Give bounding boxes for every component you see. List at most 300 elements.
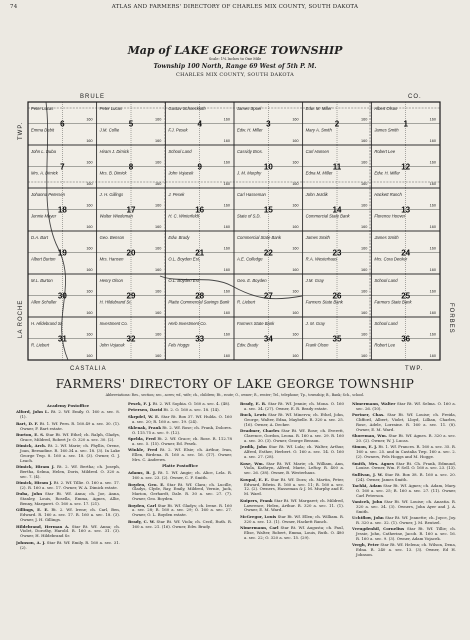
parcel-acreage: 160 bbox=[154, 289, 162, 294]
parcel-owner: Mrs. Hansen bbox=[99, 256, 124, 262]
parcel-owner: Johanna Petersen bbox=[31, 192, 65, 197]
entry-name: Buck, Lewis bbox=[240, 412, 267, 418]
parcel-owner: Gustav Schneckloth bbox=[168, 106, 206, 111]
parcel-owner: John Jezdik bbox=[305, 192, 328, 197]
section-number: 17 bbox=[126, 205, 136, 215]
parcel-owner: Mrs. Cora Decker bbox=[374, 256, 408, 262]
parcel-owner: Mrs. B. Dimick bbox=[99, 170, 127, 176]
parcel-acreage: 160 bbox=[429, 160, 436, 165]
parcel-acreage: 160 bbox=[429, 311, 436, 315]
parcel-acreage: 160 bbox=[292, 246, 299, 251]
entry-details: Star Rt. Box 37. Wf. Hulda. O. 160 a. sec. 20; R. 160 a. sec. 19. (24). bbox=[132, 413, 232, 424]
parcel-owner: School Land bbox=[374, 321, 398, 326]
parcel-acreage: 160 bbox=[292, 117, 299, 122]
entry-name: Boyden, Carl bbox=[128, 502, 157, 508]
postoffice-heading: Platte Postoffice bbox=[162, 463, 198, 469]
entry-details: Rt. 2. Wf. Elsie; ch. Arthur, Ivan, Ellen, Birdena. R. 160 a. sec. 16. (17). Owner, Mrs. C. Andrews. bbox=[132, 447, 232, 463]
parcel-owner: Edw. H. Miller bbox=[237, 127, 263, 133]
entry-name: Burton, E. S. bbox=[16, 431, 45, 437]
entry-details: Star Rt. Wf. Clara; ch. Lucille, Gladys, Clyde, Ray, Emily, Mildred, Vernie, Jack, Marion, Gerhardt, Dale. R. 30 a. sec. 27. (7). Owner, Geo. Boyden. bbox=[132, 481, 232, 502]
parcel-acreage: 160 bbox=[292, 332, 299, 337]
section-number: 11 bbox=[332, 162, 342, 172]
entry-name: Nimermann, Walter bbox=[352, 402, 396, 406]
entry-details: Star Rt. Wf. Marie; ch. William, Ann, Viola, Kathryn, Alfred, Marie, LeRoy. R. 400 a. sec. 26. (38). Owner, B. Westerhaus. bbox=[244, 460, 344, 476]
section-number: 1 bbox=[403, 119, 408, 129]
directory-entry bbox=[16, 492, 120, 507]
entry-name: Koupal, E. E. bbox=[240, 476, 269, 482]
parcel-acreage: 160 bbox=[86, 117, 93, 122]
directory-entry bbox=[16, 433, 120, 443]
page-number: 74 bbox=[10, 4, 18, 10]
section-number: 27 bbox=[263, 291, 273, 301]
directory-entry bbox=[240, 462, 344, 477]
parcel-acreage: 160 bbox=[429, 139, 436, 143]
parcel-acreage: 160 bbox=[292, 225, 299, 229]
entry-details: Star Rt. Wf. Tillie; ch. Jessie, John, Catherine, Jacob. R. 160 a. sec. 16. R. 160 a. sec. 9. (3). Owner, Adam Vojacek. bbox=[356, 526, 456, 542]
parcel-acreage: 160 bbox=[360, 160, 368, 165]
parcel-acreage: 160 bbox=[429, 354, 436, 358]
section-number: 23 bbox=[332, 248, 342, 258]
section-number: 5 bbox=[128, 119, 134, 129]
parcel-acreage: 160 bbox=[429, 332, 436, 337]
entry-name: Uchtflow, John bbox=[352, 515, 384, 521]
entry-details: Rt. 2. O. 160 a. sec. 18. (14). bbox=[162, 407, 220, 413]
entry-details: Rt. 2. Wf. Tillie. O. 160 a. sec. 17. (2). R. 160 a. sec. 17. Owner, W. A. Dimick estate. bbox=[20, 480, 120, 491]
parcel-owner: State of S.D. bbox=[237, 213, 261, 219]
parcel-acreage: 160 bbox=[223, 139, 230, 143]
parcel-acreage: 160 bbox=[223, 246, 230, 251]
entry-details: Star Rt. Wf. Emily. R. 160 a. sec. 31. (2). bbox=[20, 539, 120, 550]
entry-name: Vergh, Peter bbox=[352, 542, 380, 548]
directory-entry bbox=[352, 527, 456, 542]
parcel-owner: A.E. Colledge bbox=[237, 256, 263, 262]
directory-column-2 bbox=[128, 402, 232, 634]
parcel-owner: Florence Hoover bbox=[374, 213, 406, 219]
directory-entry bbox=[352, 445, 456, 460]
entry-details: Rt. 1. Wf. Pern. R. 160.49 a. sec. 30. (1). Owner, F. Bart estate. bbox=[20, 420, 120, 431]
parcel-acreage: 160 bbox=[86, 160, 93, 165]
parcel-acreage: 160 bbox=[154, 117, 162, 122]
section-number: 20 bbox=[126, 248, 136, 258]
parcel-owner: J.M. Collie bbox=[99, 127, 120, 133]
section-number: 8 bbox=[128, 162, 134, 172]
parcel-owner: Geo. Benson bbox=[99, 235, 125, 240]
section-number: 21 bbox=[195, 248, 205, 258]
parcel-acreage: 160 bbox=[360, 203, 368, 208]
directory-entry bbox=[128, 448, 232, 463]
parcel-owner: Edw. Brady bbox=[237, 342, 259, 348]
parcel-owner: School Land bbox=[168, 149, 192, 154]
entry-details: Rt. 1. Wf. Angie; ch. Alice, Lela. R. 160 a. sec. 23. (2). Owner, C. F. Smith. bbox=[132, 470, 232, 481]
parcel-owner: M.L. Burton bbox=[31, 278, 53, 283]
entry-details: Star Rt. Wf. Margaret; ch. Mildred, Lawrence, Helen, Arthur. R. 320 a. sec. 11. (1). Owner, E. M. Ward. bbox=[244, 497, 344, 513]
entry-details: Star Rt. Wf. Jennie; ch. Mona. O. 160 a. sec. 34. (27). Owner, E. R. Brady estate. bbox=[244, 402, 344, 411]
directory-entry bbox=[128, 408, 232, 413]
parcel-acreage: 160 bbox=[292, 268, 299, 272]
directory-entry bbox=[352, 462, 456, 472]
parcel-owner: Carl Hasseman bbox=[237, 192, 266, 197]
parcel-acreage: 160 bbox=[154, 203, 162, 208]
parcel-acreage: 160 bbox=[86, 139, 93, 143]
directory-entry bbox=[352, 500, 456, 515]
entry-name: Smith, Mrs. Agnes bbox=[352, 460, 394, 466]
parcel-owner: Carl Hansen bbox=[305, 149, 329, 154]
section-number: 25 bbox=[401, 291, 411, 301]
parcel-owner: Henry Olson bbox=[99, 278, 123, 283]
parcel-acreage: 160 bbox=[292, 182, 299, 186]
section-number: 7 bbox=[60, 162, 65, 172]
entry-details: Rt. 2. Wf. Marie; ch. Phyllis, Orene, Joan, Bernadine. R. 160.34 a. sec. 18. (3). In Lake George Twp. 8. 160 a. sec. 18. (3). Owner, G. J. Leach. bbox=[20, 443, 120, 463]
section-number: 15 bbox=[263, 205, 273, 215]
running-head-title: ATLAS AND FARMERS' DIRECTORY OF CHARLES MIX COUNTY, SOUTH DAKOTA bbox=[111, 4, 359, 10]
parcel-owner: F.J. Pesek bbox=[168, 127, 188, 133]
entry-details: Star Rt. Wf. Rose; ch. Everett, Clarence, Gordon, Leona. R. 160 a. sec. 29. R. 160 a. sec. 30. (3). Owner, George Benson. bbox=[244, 428, 344, 444]
parcel-owner: Geo. E. Boyden bbox=[237, 278, 267, 283]
entry-details: Rt. 1. Wf. Frances. R. 160 a. sec. 35. R. 160 a. sec. 25. and in Castalia Twp. 160 a. sec. 2. (2). Owners, Fels Hoggs and M. Hogge. bbox=[356, 444, 456, 460]
parcel-acreage: 160 bbox=[86, 311, 93, 315]
directory-title: FARMERS' DIRECTORY OF LAKE GEORGE TOWNSHIP bbox=[55, 377, 415, 391]
map-title: Map of LAKE GEORGE TOWNSHIP bbox=[127, 44, 343, 57]
parcel-owner: Edw. Brady bbox=[168, 235, 190, 240]
entry-details: Star Rt. Wf. Anna; ch. Violet, Dorothy, Harold. R. 160 a. sec. 31. (3). Owner, H. Hildebrand Sr. bbox=[20, 523, 120, 539]
parcel-owner: Mary A. Smith bbox=[305, 127, 332, 133]
parcel-owner: Hiram J. Dimick bbox=[99, 149, 129, 154]
directory-entry bbox=[240, 429, 344, 444]
directory-entry bbox=[128, 471, 232, 481]
parcel-acreage: 160 bbox=[429, 117, 436, 122]
parcel-owner: Edna M. Miller bbox=[305, 170, 333, 176]
parcel-owner: H. Hildebrand Sr. bbox=[31, 321, 63, 326]
parcel-acreage: 160 bbox=[154, 332, 162, 337]
entry-name: Brady, E. R. bbox=[240, 402, 267, 406]
directory-entry bbox=[16, 422, 120, 432]
directory-entry bbox=[352, 516, 456, 526]
entry-name: Winkle, Fred bbox=[128, 447, 158, 453]
parcel-acreage: 160 bbox=[360, 332, 368, 337]
entry-details: Star Rt. Box 38. R. 160 a. sec. 20. (24). Owner, James Smith. bbox=[356, 471, 456, 482]
directory-entry bbox=[128, 415, 232, 425]
parcel-acreage: 160 bbox=[154, 311, 162, 315]
parcel-owner: Frank Olson bbox=[305, 342, 329, 348]
parcel-acreage: 160 bbox=[154, 246, 162, 251]
parcel-owner: Emma Debit bbox=[31, 127, 55, 133]
parcel-acreage: 160 bbox=[292, 289, 299, 294]
entry-name: Simon, E. J. bbox=[352, 444, 378, 450]
entry-details: Star Rt. Wf. Jeanette; ch. Joyce, Joy. R. 320 a. sec. 32. (1). Owner, J. M. Reutzel. bbox=[356, 515, 456, 526]
entry-details: Star Rt. Wf. Gladys; ch. Irene. R. 160 a. sec. 28; R. 160 a. sec. 29; O. 160 a. sec. 27. Owner, O. L. Boyden estate. bbox=[132, 502, 232, 518]
parcel-acreage: 160 bbox=[360, 268, 368, 272]
section-number: 14 bbox=[332, 205, 342, 215]
entry-details: Rt. 2. Wf. Rose; ch. Frank, Dolores. O. 115.75 a. sec. 9. (12). bbox=[132, 424, 232, 435]
entry-name: Duba, John bbox=[16, 491, 43, 497]
directory-entry bbox=[16, 541, 120, 551]
parcel-owner: James Smith bbox=[374, 127, 399, 133]
parcel-owner: H. Hildebrand Sr. bbox=[99, 299, 132, 305]
parcel-owner: James Smith bbox=[374, 235, 399, 240]
parcel-owner: R. Liebert bbox=[237, 299, 256, 305]
directory-entry bbox=[16, 444, 120, 464]
parcel-owner: Commercial State Bank bbox=[237, 235, 281, 240]
parcel-owner: Edw. M. Miller bbox=[305, 106, 332, 111]
directory-entry bbox=[240, 478, 344, 498]
parcel-owner: Farmers State Bank bbox=[305, 299, 343, 305]
township-map bbox=[10, 88, 460, 376]
parcel-owner: D.A. Bart bbox=[31, 235, 48, 240]
parcel-owner: Albert Burton bbox=[31, 256, 56, 262]
parcel-acreage: 160 bbox=[86, 203, 93, 208]
parcel-acreage: 160 bbox=[86, 225, 93, 229]
border-label-bottom: CASTALIA bbox=[70, 366, 107, 372]
directory-entry bbox=[16, 481, 120, 491]
section-number: 2 bbox=[334, 119, 340, 129]
entry-name: Shoreman, Wm. bbox=[352, 433, 388, 439]
entry-details: Star Rt. Wf. Augusta; ch. Paul, Elise, Walter, Robert, Emma, Louis, Ruth. O. 480 a. sec. 22; O. 320 a. sec. 15. (29). bbox=[244, 524, 344, 540]
parcel-owner: Albert Olson bbox=[374, 106, 398, 111]
entry-name: Dimick, Arch. bbox=[16, 443, 47, 449]
entry-details: Star Rt. Wf. Minerva; ch. Ethel, John, George, Walter, Edna, Maybelle. R. 320 a. sec. 25. (16). Owner, A. Decker. bbox=[244, 412, 344, 428]
directory-entry bbox=[352, 413, 456, 433]
directory-entry bbox=[240, 402, 344, 412]
entry-name: Spelda, Fred bbox=[128, 436, 156, 441]
parcel-owner: Jennie Mayer bbox=[31, 213, 57, 219]
parcel-owner: Edw. H. Miller bbox=[374, 170, 400, 176]
parcel-owner: Mrs. A. Dimick bbox=[31, 170, 58, 176]
parcel-owner: J. H. Gillings bbox=[99, 192, 124, 197]
entry-details: Star Rt. Wf. Lula; ch. Walter, Arthur, Alfred, Esther, Herbert. O. 160 a. sec. 14. O. 160 a. sec. 27. (28). bbox=[244, 444, 344, 460]
directory-entry bbox=[128, 483, 232, 503]
section-number: 29 bbox=[126, 291, 136, 301]
directory-entry bbox=[128, 437, 232, 447]
section-number: 24 bbox=[401, 248, 411, 258]
parcel-owner: J. Pesek bbox=[168, 192, 185, 197]
directory-entry bbox=[16, 508, 120, 523]
parcel-acreage: 160 bbox=[154, 268, 162, 272]
parcel-owner: John L. Duba bbox=[31, 149, 56, 154]
parcel-acreage: 160 bbox=[223, 225, 230, 229]
parcel-owner: Farmers State Bank bbox=[374, 299, 412, 305]
parcel-acreage: 160 bbox=[292, 203, 299, 208]
parcel-owner: Walter Wiedeman bbox=[99, 213, 133, 219]
entry-name: Sklenak, Frank bbox=[128, 424, 162, 430]
section-number: 10 bbox=[263, 162, 273, 172]
parcel-owner: J.M. Gray bbox=[305, 278, 324, 283]
parcel-owner: James Spoel bbox=[237, 106, 262, 111]
parcel-owner: Herb Investment Co. bbox=[168, 321, 207, 326]
parcel-acreage: 160 bbox=[360, 246, 368, 251]
entry-details: Star Rt. Wf. Helena; ch. Wilson, Dena, Edna. R. 240 a. sec. 13. (3). Owner, Ed H. Johnson. bbox=[356, 542, 456, 558]
parcel-acreage: 160 bbox=[292, 354, 299, 358]
entry-details: Star Rt. Ch. Frank, Edmund, Louise. Owner, Wm. F. Sell. O. 160 a. sec. 23. (13). bbox=[356, 460, 456, 471]
entry-name: Vreugdenhil, Cornelius bbox=[352, 526, 405, 532]
entry-name: Hildebrand, Herman A. bbox=[16, 523, 70, 529]
entry-name: Vanicek, John bbox=[352, 499, 383, 505]
border-label-top-right: CO. bbox=[408, 94, 422, 100]
directory-entry bbox=[240, 515, 344, 525]
parcel-acreage: 160 bbox=[86, 332, 93, 337]
parcel-acreage: 160 bbox=[86, 289, 93, 294]
entry-name: Bart, D. F. bbox=[16, 420, 39, 426]
parcel-acreage: 160 bbox=[223, 311, 230, 315]
section-number: 13 bbox=[401, 205, 411, 215]
directory-entry bbox=[240, 445, 344, 460]
parcel-acreage: 160 bbox=[360, 311, 368, 315]
directory-column-4 bbox=[352, 402, 456, 634]
entry-details: Star Rt. Wf. Viola; ch. Cecil, Ruth. R. 160 a. sec. 21. (16). Owner, Edw. Brady. bbox=[132, 518, 232, 529]
parcel-owner: Robert Lee bbox=[374, 149, 396, 154]
section-number: 26 bbox=[332, 291, 342, 301]
entry-name: Pesek, F. J. bbox=[128, 402, 152, 406]
parcel-owner: J. M. Gray bbox=[305, 321, 325, 326]
map-county-line: CHARLES MIX COUNTY, SOUTH DAKOTA bbox=[175, 72, 295, 78]
map-scale-note: Scale: 1¼ Inches to One Mile bbox=[208, 57, 262, 61]
parcel-acreage: 160 bbox=[223, 289, 230, 294]
directory-entry bbox=[240, 413, 344, 428]
parcel-owner: Peter Lucas bbox=[99, 106, 123, 111]
parcel-owner: Farmers State Bank bbox=[237, 321, 275, 326]
section-number: 18 bbox=[57, 205, 67, 215]
entry-name: Dimick, Hiram J. bbox=[16, 464, 55, 470]
section-number: 9 bbox=[197, 162, 202, 172]
parcel-acreage: 160 bbox=[154, 225, 162, 229]
parcel-acreage: 160 bbox=[292, 160, 299, 165]
directory-entry bbox=[128, 426, 232, 436]
parcel-acreage: 160 bbox=[223, 354, 230, 358]
parcel-acreage: 160 bbox=[360, 182, 368, 186]
section-number: 35 bbox=[332, 334, 342, 344]
map-township-line: Township 100 North, Range 69 West of 5th P. M. bbox=[153, 63, 317, 70]
parcel-acreage: 160 bbox=[86, 246, 93, 251]
entry-details: Star Rt. Wf. Ellen; ch. William. R. 320 a. sec. 13. (1). Owner, Hackett Ranch. bbox=[244, 513, 344, 524]
entry-details: Rt. 2. Wf. Irene; ch. Carl, Ben, Edward. R. 160 a. sec. 17. R. 160 a. sec. 18. (3). Owner, J. H. Gillings. bbox=[20, 507, 120, 523]
parcel-acreage: 160 bbox=[429, 203, 436, 208]
entry-details: Star Rt. Wf. Agnes. R. 320 a. sec. 20. (2). Owner, W. J. Lucas. bbox=[356, 433, 456, 444]
parcel-acreage: 160 bbox=[429, 182, 436, 186]
section-number: 22 bbox=[263, 248, 273, 258]
parcel-owner: Peter Lucas bbox=[31, 106, 54, 111]
directory-entry bbox=[128, 402, 232, 407]
parcel-acreage: 160 bbox=[429, 246, 436, 251]
parcel-acreage: 160 bbox=[429, 289, 436, 294]
parcel-acreage: 160 bbox=[154, 139, 162, 143]
parcel-owner: J. M. Murphy bbox=[237, 170, 262, 176]
directory-entry bbox=[352, 402, 456, 412]
entry-details: Rt. 2. Wf. Grace; ch. Rose. R. 112.78 a. sec. 5. (15). Owner, Ed. Pesek. bbox=[132, 436, 232, 446]
border-label-bottom-right: TWP. bbox=[405, 366, 424, 372]
entry-name: Skrpdel, W. E. bbox=[128, 413, 160, 419]
entry-name: Gillings, E. E. bbox=[16, 507, 49, 513]
parcel-acreage: 160 bbox=[223, 182, 230, 186]
parcel-owner: John Vojacek bbox=[168, 170, 194, 176]
directory-column-3 bbox=[240, 402, 344, 634]
entry-name: Petersen, David bbox=[128, 407, 163, 413]
entry-name: Johnson, A. J. bbox=[16, 539, 46, 545]
directory-entry bbox=[16, 410, 120, 420]
entry-name: Brady, C. W. bbox=[128, 518, 155, 524]
entry-name: Nimermann, Carl bbox=[240, 524, 279, 530]
parcel-acreage: 160 bbox=[223, 332, 230, 337]
entry-name: Alford, John L. bbox=[16, 409, 49, 415]
section-number: 3 bbox=[266, 119, 271, 129]
entry-name: Adams, B. J. bbox=[128, 470, 156, 476]
entry-name: Sullivan, J. W. bbox=[352, 471, 383, 477]
directory-entry bbox=[352, 473, 456, 483]
parcel-acreage: 160 bbox=[223, 117, 230, 122]
entry-name: Jezdik, John bbox=[240, 444, 267, 450]
parcel-acreage: 160 bbox=[154, 160, 162, 165]
directory-abbreviations: Abbreviations: Res., section; sec., acres; wf., wife; ch., children; Rt., route; O., owner; R., renter; Tel., telephone; Tp., township; B., Bank; Sch., school. bbox=[105, 393, 365, 397]
border-label-left: LA ROCHE bbox=[18, 299, 24, 338]
entry-name: Portner, Chas. bbox=[352, 412, 385, 418]
entry-name: Deadmer, Charles bbox=[240, 428, 280, 434]
parcel-owner: School Land bbox=[374, 278, 398, 283]
border-label-right: FORBES bbox=[448, 303, 454, 334]
section-number: 19 bbox=[57, 248, 67, 258]
directory-entry bbox=[128, 504, 232, 519]
parcel-acreage: 160 bbox=[360, 117, 368, 122]
directory-entry bbox=[352, 484, 456, 499]
parcel-acreage: 160 bbox=[429, 225, 436, 229]
parcel-acreage: 160 bbox=[154, 354, 162, 358]
entry-name: Dimick, Hiram J. bbox=[16, 480, 53, 486]
parcel-owner: R. Liebert bbox=[31, 342, 50, 348]
section-number: 36 bbox=[401, 334, 411, 344]
parcel-owner: O.L. Boyden Est. bbox=[168, 278, 200, 283]
directory-entry bbox=[352, 434, 456, 444]
directory-column-1 bbox=[16, 402, 120, 634]
section-number: 30 bbox=[57, 291, 67, 301]
parcel-acreage: 160 bbox=[86, 182, 93, 186]
section-number: 31 bbox=[57, 334, 67, 344]
parcel-owner: Fels Hoggs bbox=[168, 342, 190, 348]
parcel-acreage: 160 bbox=[223, 203, 230, 208]
parcel-owner: Hackett Ranch bbox=[374, 192, 402, 197]
section-number: 33 bbox=[195, 334, 205, 344]
entry-details: Rt. 2. Wf. Emily. O. 160 a. sec. 8. (1). bbox=[20, 409, 120, 420]
entry-details: Star Rt. Wf. Ethel; ch. Ralph, Gladys, Grace, Mildred, Robert Jr. O. 320 a. sec. 30. (2). bbox=[20, 431, 120, 442]
border-label-left-top: TWP. bbox=[18, 121, 24, 140]
section-number: 28 bbox=[195, 291, 205, 301]
border-label-top-left: BRULE bbox=[80, 94, 106, 100]
section-number: 6 bbox=[60, 119, 65, 129]
parcel-owner: H. C. Winterfeldt bbox=[168, 213, 200, 219]
directory-columns bbox=[16, 402, 456, 634]
parcel-acreage: 160 bbox=[360, 289, 368, 294]
parcel-acreage: 160 bbox=[223, 268, 230, 272]
parcel-acreage: 160 bbox=[86, 268, 93, 272]
parcel-owner: O.L. Boyden Est. bbox=[168, 256, 200, 262]
parcel-acreage: 160 bbox=[360, 139, 368, 143]
entry-name: Boyden, Geo. E. bbox=[128, 481, 165, 487]
directory-entry bbox=[240, 526, 344, 541]
parcel-acreage: 160 bbox=[292, 311, 299, 315]
parcel-owner: Allen Schuller bbox=[31, 299, 57, 305]
section-number: 12 bbox=[401, 162, 411, 172]
parcel-owner: James Smith bbox=[305, 235, 330, 240]
entry-details: Star Rt. Wf. Louise; ch. Freida, Clifford, Albert, Violet, Lloyd, Lillian, Charles, Rose, Adele, Lorraine. R. 160 a. sec. 11. (8). Owner, E. M. Ward. bbox=[356, 412, 456, 432]
entry-details: Rt. 2. Wf. Sophia. O. 160 a. sec. 4. (48). bbox=[151, 402, 231, 406]
entry-name: Tachki, Adam bbox=[352, 482, 382, 488]
entry-name: Kose, Wm. bbox=[240, 460, 265, 466]
parcel-acreage: 160 bbox=[292, 139, 299, 143]
parcel-acreage: 160 bbox=[429, 268, 436, 272]
parcel-owner: Platte Commercial Savings Bank bbox=[168, 299, 230, 305]
parcel-acreage: 160 bbox=[360, 354, 368, 358]
township-map-svg bbox=[10, 88, 460, 376]
directory-entry bbox=[352, 543, 456, 558]
entry-details: Rt. 2. Wf. Bertha; ch. Joseph, Bertha, Selma, Helen, Doris, Mildred. O. 320 a. sec. 7. (4). bbox=[20, 464, 120, 479]
section-number: 16 bbox=[195, 205, 205, 215]
entry-details: Star Rt. Wf. Agnes; ch. Adam, Mary. O. 160 a. sec. 25; R. 160 a. sec. 27. (11). Owner, Carl Peterson. bbox=[356, 482, 456, 498]
